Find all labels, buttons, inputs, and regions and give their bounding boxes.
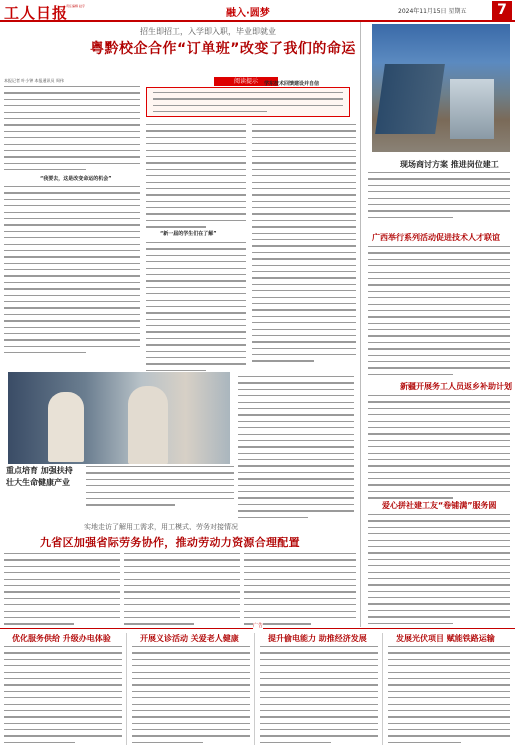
- worksite-photo: [372, 24, 510, 152]
- lead-subhead-2: “新一届的学生们在了解”: [160, 231, 217, 237]
- ad-separator-3: [382, 633, 383, 745]
- right-article-3: [368, 514, 510, 629]
- middle-subtitle: 实地走访了解用工需求，用工模式、劳务对接情况: [84, 523, 238, 531]
- ad-article-3: [260, 646, 378, 748]
- lead-column-1b: [4, 186, 140, 359]
- middle-headline: 九省区加强省际劳务协作，推动劳动力资源合理配置: [40, 536, 300, 549]
- lead-column-2: [146, 124, 246, 233]
- lead-column-2b: [146, 242, 246, 376]
- ad-article-4: [388, 646, 510, 748]
- lead-byline: 本报记者 叶小钟 本报通讯员 周伟: [4, 78, 64, 83]
- health-industry-photo: [8, 372, 230, 464]
- ad-article-1: [4, 646, 122, 748]
- right-headline-3: 爱心拼社建工友“卷铺满”服务圆: [382, 501, 497, 510]
- feature-headline: 重点培育 加强扶持 壮大生命健康产业: [6, 466, 73, 487]
- ad-headline-3: 提升偷电能力 助推经济发展: [268, 634, 367, 643]
- lead-headline: 粤黔校企合作“订单班”改变了我们的命运: [90, 41, 356, 57]
- reading-tip-box: [146, 87, 350, 117]
- editor-line: 责任编辑 赵宇: [66, 4, 85, 8]
- photo-caption-text: [368, 172, 510, 223]
- reading-tip-label: 阅读提示: [214, 77, 278, 86]
- ad-label: 广告: [253, 623, 264, 629]
- lead-column-4: [238, 376, 354, 523]
- ad-article-2: [132, 646, 250, 748]
- ad-separator-2: [254, 633, 255, 745]
- right-headline-1: 广西举行系列活动促进技术人才联谊: [372, 233, 500, 242]
- feature-article: [86, 466, 234, 511]
- right-article-2: [368, 395, 510, 504]
- ad-headline-2: 开展义诊活动 关爱老人健康: [140, 634, 239, 643]
- page-number: 7: [492, 1, 512, 20]
- lead-subhead-1: “我要去，这是改变命运的机会”: [40, 176, 112, 182]
- lead-column-1: [4, 86, 140, 175]
- middle-column-2: [124, 553, 240, 630]
- photo-caption: 现场商讨方案 推进岗位建工: [400, 160, 499, 169]
- section-title: 融入·圆梦: [226, 8, 270, 19]
- lead-column-3: [252, 124, 356, 367]
- middle-column-3: [244, 553, 356, 630]
- middle-column-1: [4, 553, 120, 630]
- issue-date: 2024年11月15日 星期五: [398, 8, 467, 15]
- lead-subtitle: 招生即招工，入学即入职，毕业即就业: [140, 27, 276, 36]
- masthead: [0, 0, 515, 22]
- newspaper-logo: 工人日报: [4, 4, 69, 22]
- right-article-1: [368, 246, 510, 380]
- lead-column-head: 学东技术回馈建设并自信: [264, 81, 320, 87]
- ad-headline-1: 优化服务供给 升级办电体验: [12, 634, 111, 643]
- reading-tip-text: [153, 92, 343, 118]
- ad-separator-1: [126, 633, 127, 745]
- ad-headline-4: 发展光伏项目 赋能铁路运输: [396, 634, 495, 643]
- right-headline-2: 新疆开展务工人员返乡补助计划: [400, 382, 512, 391]
